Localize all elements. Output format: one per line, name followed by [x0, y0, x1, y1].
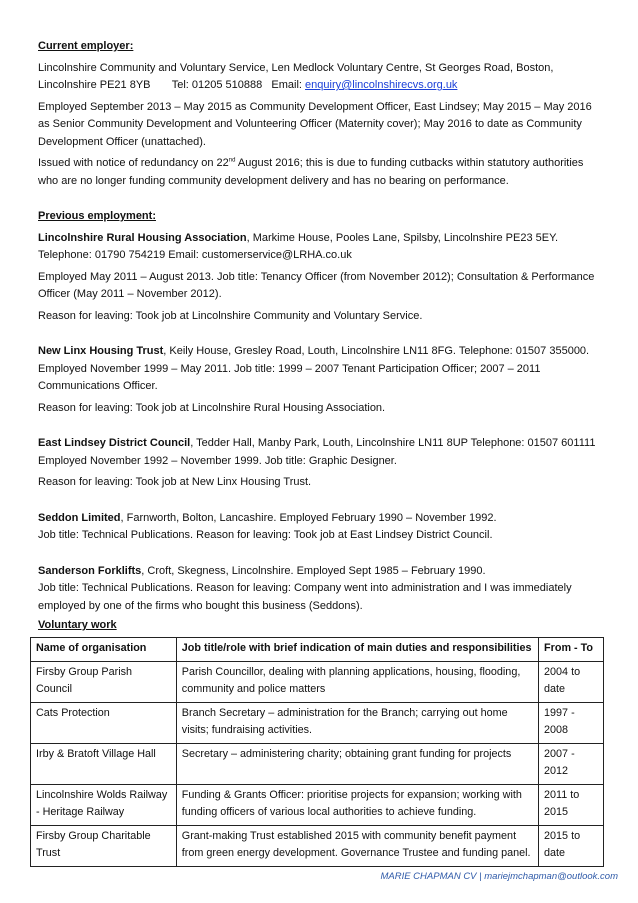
table-row: [31, 703, 604, 744]
job-entry: [38, 435, 600, 492]
role-cell: Grant-making Trust established 2015 with community benefit payment from green energy development. Governance Trustee and funding panel.: [176, 826, 538, 867]
current-employer-heading: Current employer:: [38, 40, 134, 52]
role-cell: Branch Secretary – administration for the Branch; carrying out home visits; fundraising activities.: [176, 703, 538, 744]
role-cell: Parish Councillor, dealing with planning applications, housing, flooding, community and police matters: [176, 662, 538, 703]
page-footer: MARIE CHAPMAN CV | mariejmchapman@outlook.com: [380, 871, 618, 882]
job-header: Sanderson Forklifts, Croft, Skegness, Lincolnshire. Employed Sept 1985 – February 1990.: [38, 564, 486, 577]
job-header: East Lindsey District Council, Tedder Hall, Manby Park, Louth, Lincolnshire LN11 8UP Telephone: 01507 601111: [38, 437, 596, 449]
column-header-role: Job title/role with brief indication of main duties and responsibilities: [176, 638, 538, 662]
job-entry: [38, 510, 600, 545]
organisation-cell: Firsby Group Charitable Trust: [31, 826, 177, 867]
organisation-cell: Firsby Group Parish Council: [31, 662, 177, 703]
column-header-dates: From - To: [539, 638, 604, 662]
dates-cell: 1997 - 2008: [539, 703, 604, 744]
voluntary-work-table: [30, 637, 604, 867]
job-entry: [38, 230, 600, 326]
job-reason: Reason for leaving: Took job at New Linx Housing Trust.: [38, 476, 312, 488]
table-row: [31, 744, 604, 785]
job-employed: Job title: Technical Publications. Reason for leaving: Company went into administration and I was immediately employed by one of the firms who bought this business (Seddons).: [38, 582, 572, 612]
previous-employment-heading: Previous employment:: [38, 210, 156, 222]
table-row: [31, 785, 604, 826]
job-employed: Employed November 1999 – May 2011. Job title: 1999 – 2007 Tenant Participation Officer; 2007 – 2011 Communications Officer.: [38, 362, 541, 392]
role-cell: Funding & Grants Officer: prioritise projects for expansion; working with funding officers of various local authorities to achieve funding.: [176, 785, 538, 826]
job-entry: [38, 343, 600, 417]
organisation-cell: Cats Protection: [31, 703, 177, 744]
column-header-organisation: Name of organisation: [31, 638, 177, 662]
current-employer-address: Lincolnshire Community and Voluntary Service, Len Medlock Voluntary Centre, St Georges Road, Boston, Lincolnshire PE21 8YB Tel: 01205 510888 Email: enquiry@lincolnshirecvs.org.uk: [38, 61, 554, 91]
current-employment-details: Employed September 2013 – May 2015 as Community Development Officer, East Lindsey; May 2015 – May 2016 as Senior Community Development and Volunteering Officer (Maternity cover); May 2016 to date as Community Development Officer (unattached).: [38, 100, 592, 148]
voluntary-work-heading: Voluntary work: [38, 619, 117, 631]
organisation-cell: Irby & Bratoft Village Hall: [31, 744, 177, 785]
dates-cell: 2007 - 2012: [539, 744, 604, 785]
table-row: [31, 826, 604, 867]
job-header: Lincolnshire Rural Housing Association, Markime House, Pooles Lane, Spilsby, Lincolnshire PE23 5EY. Telephone: 01790 754219 Email: customerservice@LRHA.co.uk: [38, 231, 559, 261]
table-header-row: [31, 638, 604, 662]
dates-cell: 2015 to date: [539, 826, 604, 867]
redundancy-notice: Issued with notice of redundancy on 22nd August 2016; this is due to funding cutbacks within statutory authorities who are no longer funding community development delivery and has no bearing on performance.: [38, 157, 584, 187]
job-reason: Reason for leaving: Took job at Lincolnshire Community and Voluntary Service.: [38, 309, 423, 322]
job-reason: Reason for leaving: Took job at Lincolnshire Rural Housing Association.: [38, 401, 386, 414]
organisation-cell: Lincolnshire Wolds Railway - Heritage Railway: [31, 785, 177, 826]
cv-page: [38, 38, 600, 615]
job-entry: [38, 563, 600, 616]
dates-cell: 2004 to date: [539, 662, 604, 703]
job-header: New Linx Housing Trust, Keily House, Gresley Road, Louth, Lincolnshire LN11 8FG. Telephone: 01507 355000.: [38, 345, 590, 357]
job-employed: Job title: Technical Publications. Reason for leaving: Took job at East Lindsey District Council.: [38, 529, 493, 541]
dates-cell: 2011 to 2015: [539, 785, 604, 826]
employer-email-link[interactable]: enquiry@lincolnshirecvs.org.uk: [305, 79, 458, 91]
job-employed: Employed May 2011 – August 2013. Job title: Tenancy Officer (from November 2012); Consultation & Performance Officer (May 2011 – November 2012).: [38, 270, 595, 300]
table-row: [31, 662, 604, 703]
job-employed: Employed November 1992 – November 1999. Job title: Graphic Designer.: [38, 454, 397, 467]
role-cell: Secretary – administering charity; obtaining grant funding for projects: [176, 744, 538, 785]
job-header: Seddon Limited, Farnworth, Bolton, Lancashire. Employed February 1990 – November 1992.: [38, 511, 497, 524]
